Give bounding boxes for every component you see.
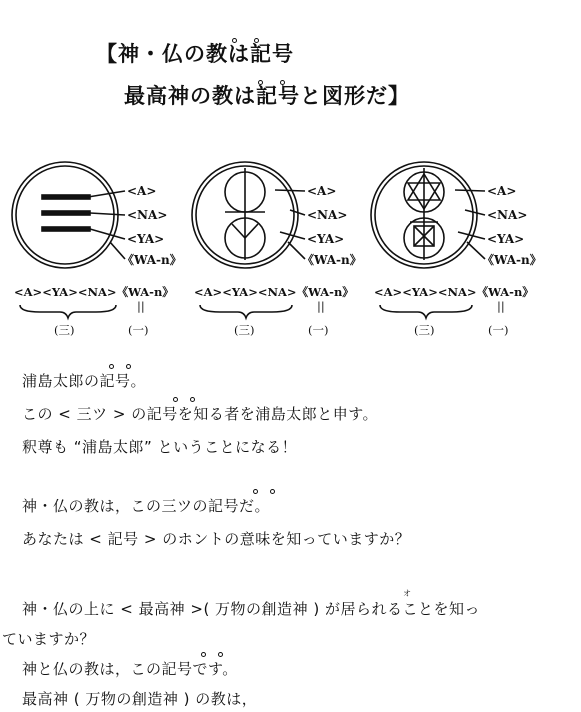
emphasis-dot — [280, 80, 285, 85]
emphasis-dot — [109, 364, 114, 369]
emphasis-dot — [201, 652, 206, 657]
formula-3: <A><YA><NA>《WA-n》 — [374, 285, 534, 299]
body-line-8: 神と仏の教は，この記号です。 — [22, 660, 238, 678]
emphasis-dot — [258, 80, 263, 85]
emphasis-dot — [190, 397, 195, 402]
equals-mark: || — [497, 299, 505, 313]
group-one: (一) — [128, 323, 149, 337]
body-line-2: この < 三ツ > の記号を知る者を浦島太郎と申す。 — [22, 405, 379, 423]
ruby-o: オ — [403, 589, 411, 598]
label-a: <A> — [307, 184, 337, 198]
page-title-line2: 最高神の教は記号と図形だ】 — [124, 84, 410, 108]
label-wa-n: 《WA-n》 — [302, 253, 362, 267]
formula-2: <A><YA><NA>《WA-n》 — [194, 285, 354, 299]
label-na: <NA> — [307, 208, 348, 222]
emphasis-dot — [232, 38, 237, 43]
figure-2-two-circles — [192, 162, 305, 268]
emphasis-dot — [253, 489, 258, 494]
label-a: <A> — [127, 184, 157, 198]
label-ya: <YA> — [127, 232, 165, 246]
label-ya: <YA> — [307, 232, 345, 246]
group-one: (一) — [308, 323, 329, 337]
label-wa-n: 《WA-n》 — [482, 253, 542, 267]
equals-mark: || — [137, 299, 145, 313]
emphasis-dot — [270, 489, 275, 494]
body-line-7: ていますか？ — [2, 630, 96, 648]
page-title-line1: 【神・仏の教は記号 — [96, 42, 294, 66]
formula-1: <A><YA><NA>《WA-n》 — [14, 285, 174, 299]
group-three: (三) — [54, 323, 75, 337]
body-line-4: 神・仏の教は，この三ツの記号だ。 — [22, 497, 271, 515]
group-one: (一) — [488, 323, 509, 337]
figure-1-three-bars — [12, 162, 125, 268]
equals-mark: || — [317, 299, 325, 313]
label-na: <NA> — [487, 208, 528, 222]
label-wa-n: 《WA-n》 — [122, 253, 182, 267]
label-na: <NA> — [127, 208, 168, 222]
symbol-diagram — [0, 160, 581, 340]
label-a: <A> — [487, 184, 517, 198]
body-line-1: 浦島太郎の記号。 — [22, 372, 147, 390]
body-line-9: 最高神 ( 万物の創造神 ) の教は， — [22, 690, 258, 708]
emphasis-dot — [254, 38, 259, 43]
group-three: (三) — [234, 323, 255, 337]
figure-3-star-circles — [371, 162, 485, 268]
body-line-5: あなたは < 記号 > のホントの意味を知っていますか？ — [22, 530, 411, 548]
body-line-6: 神・仏の上に < 最高神 >( 万物の創造神 ) が居られることを知っ — [22, 600, 480, 618]
emphasis-dot — [173, 397, 178, 402]
emphasis-dot — [126, 364, 131, 369]
emphasis-dot — [218, 652, 223, 657]
group-three: (三) — [414, 323, 435, 337]
label-ya: <YA> — [487, 232, 525, 246]
body-line-3: 釈尊も “浦島太郎” ということになる！ — [22, 438, 298, 456]
